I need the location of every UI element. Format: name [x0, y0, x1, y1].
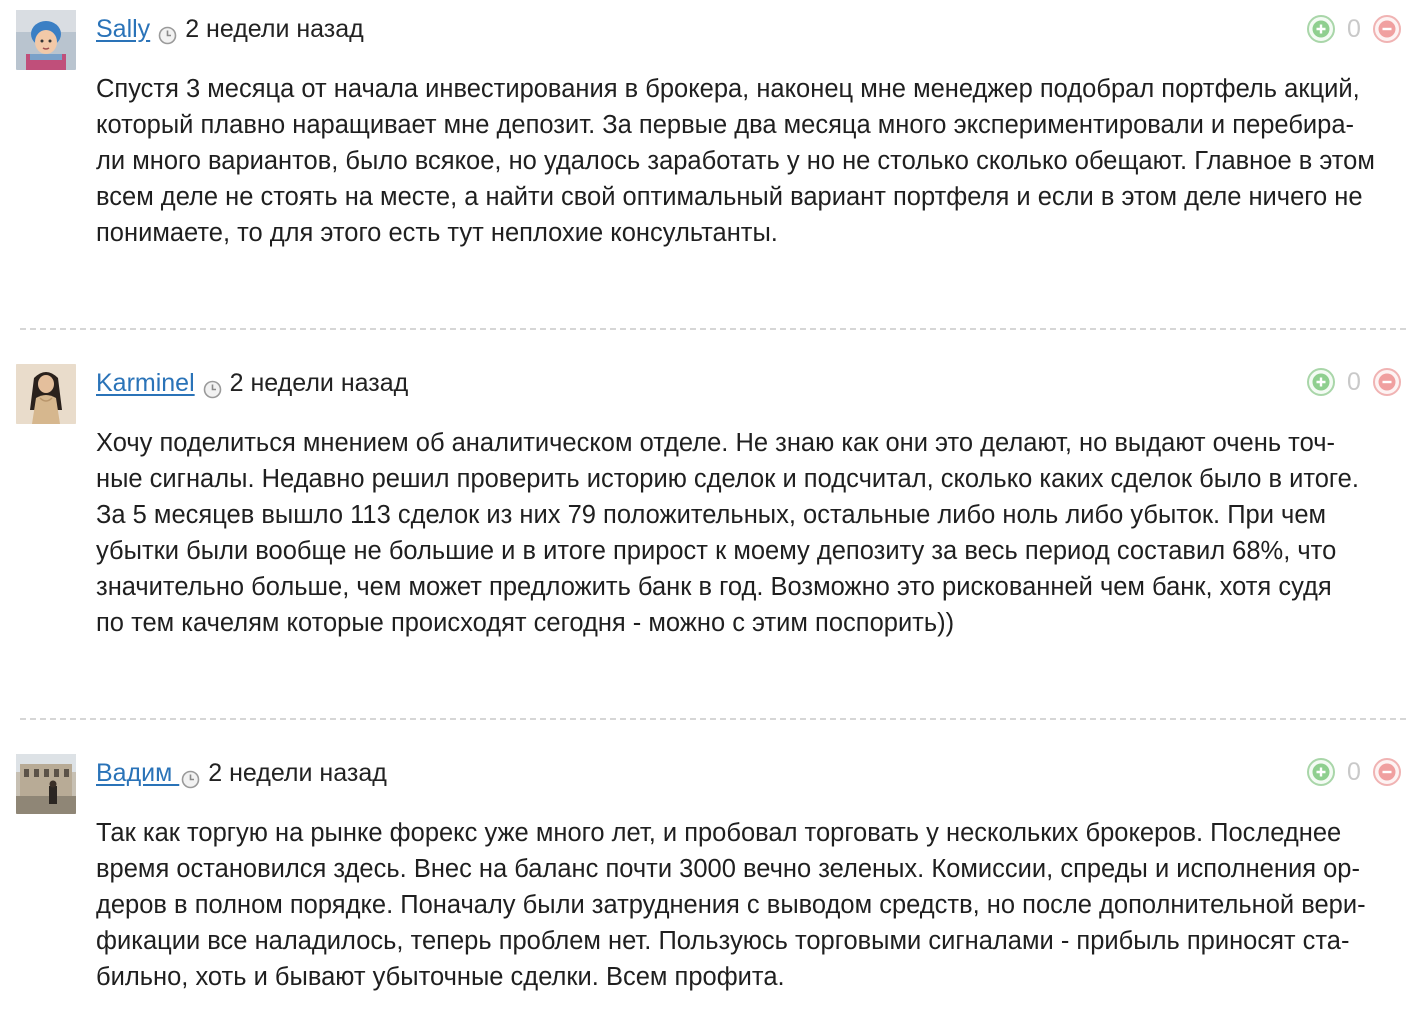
clock-icon [158, 20, 177, 39]
comment-line: бильно, хоть и бывают убыточные сделки. Всем профита. [96, 963, 785, 991]
author-link[interactable]: Вадим [96, 759, 180, 787]
comment-divider [20, 718, 1406, 720]
upvote-button[interactable] [1306, 367, 1336, 397]
comment-line: который плавно наращивает мне депозит. За первые два месяца много экспериментировали и перебира- [96, 111, 1355, 139]
minus-circle-icon [1372, 14, 1402, 44]
woman-photo-icon [16, 364, 76, 424]
author-link[interactable]: Sally [96, 15, 151, 43]
vote-controls [1306, 756, 1406, 788]
comment-time: 2 недели назад [229, 369, 409, 397]
downvote-button[interactable] [1372, 367, 1402, 397]
comment-line: понимаете, то для этого есть тут неплохие консультанты. [96, 219, 778, 247]
avatar[interactable] [16, 364, 76, 424]
upvote-button[interactable] [1306, 14, 1336, 44]
downvote-button[interactable] [1372, 14, 1402, 44]
comment-line: по тем качелям которые происходят сегодня - можно с этим поспорить)) [96, 609, 955, 637]
comment-line: убытки были вообще не большие и в итоге прирост к моему депозиту за весь период составил 68%, что [96, 537, 1337, 565]
upvote-button[interactable] [1306, 757, 1336, 787]
vote-score: 0 [1347, 14, 1361, 43]
comment-text [96, 71, 1396, 251]
plus-circle-icon [1306, 757, 1336, 787]
child-photo-icon [16, 10, 76, 70]
comment-line: всем деле не стоять на месте, а найти свой оптимальный вариант портфеля и если в этом деле ничего не [96, 183, 1363, 211]
vote-score: 0 [1347, 367, 1361, 396]
comment-header [96, 756, 387, 790]
comment-line: За 5 месяцев вышло 113 сделок из них 79 положительных, остальные либо ноль либо убыток. При чем [96, 501, 1327, 529]
comment-line: фикации все наладилось, теперь проблем нет. Пользуюсь торговыми сигналами - прибыль приносят ста- [96, 927, 1350, 955]
comment-line: деров в полном порядке. Поначалу были затруднения с выводом средств, но после дополнительной вери- [96, 891, 1366, 919]
comment-text [96, 425, 1396, 641]
comment-header [96, 12, 364, 46]
minus-circle-icon [1372, 367, 1402, 397]
comment-line: Спустя 3 месяца от начала инвестирования в брокера, наконец мне менеджер подобрал портфель акций, [96, 75, 1360, 103]
clock-icon [203, 374, 222, 393]
comment-line: Так как торгую на рынке форекс уже много лет, и пробовал торговать у нескольких брокеров. Последнее [96, 819, 1342, 847]
street-photo-icon [16, 754, 76, 814]
comment-line: значительно больше, чем может предложить банк в год. Возможно это рискованней чем банк, хотя судя [96, 573, 1332, 601]
comment-header [96, 366, 408, 400]
vote-score: 0 [1347, 757, 1361, 786]
plus-circle-icon [1306, 367, 1336, 397]
plus-circle-icon [1306, 14, 1336, 44]
avatar[interactable] [16, 754, 76, 814]
author-link[interactable]: Karminel [96, 369, 195, 397]
comment-text [96, 815, 1396, 995]
clock-icon [181, 764, 200, 783]
comment-line: ли много вариантов, было всякое, но удалось заработать у но не столько сколько обещают. Главное в этом [96, 147, 1375, 175]
comment-line: ные сигналы. Недавно решил проверить историю сделок и подсчитал, сколько каких сделок было в итоге. [96, 465, 1359, 493]
comment-divider [20, 328, 1406, 330]
comment-line: время остановился здесь. Внес на баланс почти 3000 вечно зеленых. Комиссии, спреды и исполнения ор- [96, 855, 1360, 883]
avatar[interactable] [16, 10, 76, 70]
minus-circle-icon [1372, 757, 1402, 787]
comment-time: 2 недели назад [185, 15, 364, 43]
vote-controls [1306, 13, 1406, 45]
vote-controls [1306, 366, 1406, 398]
downvote-button[interactable] [1372, 757, 1402, 787]
comment-time: 2 недели назад [208, 759, 387, 787]
comment-line: Хочу поделиться мнением об аналитическом отделе. Не знаю как они это делают, но выдают очень точ- [96, 429, 1335, 457]
